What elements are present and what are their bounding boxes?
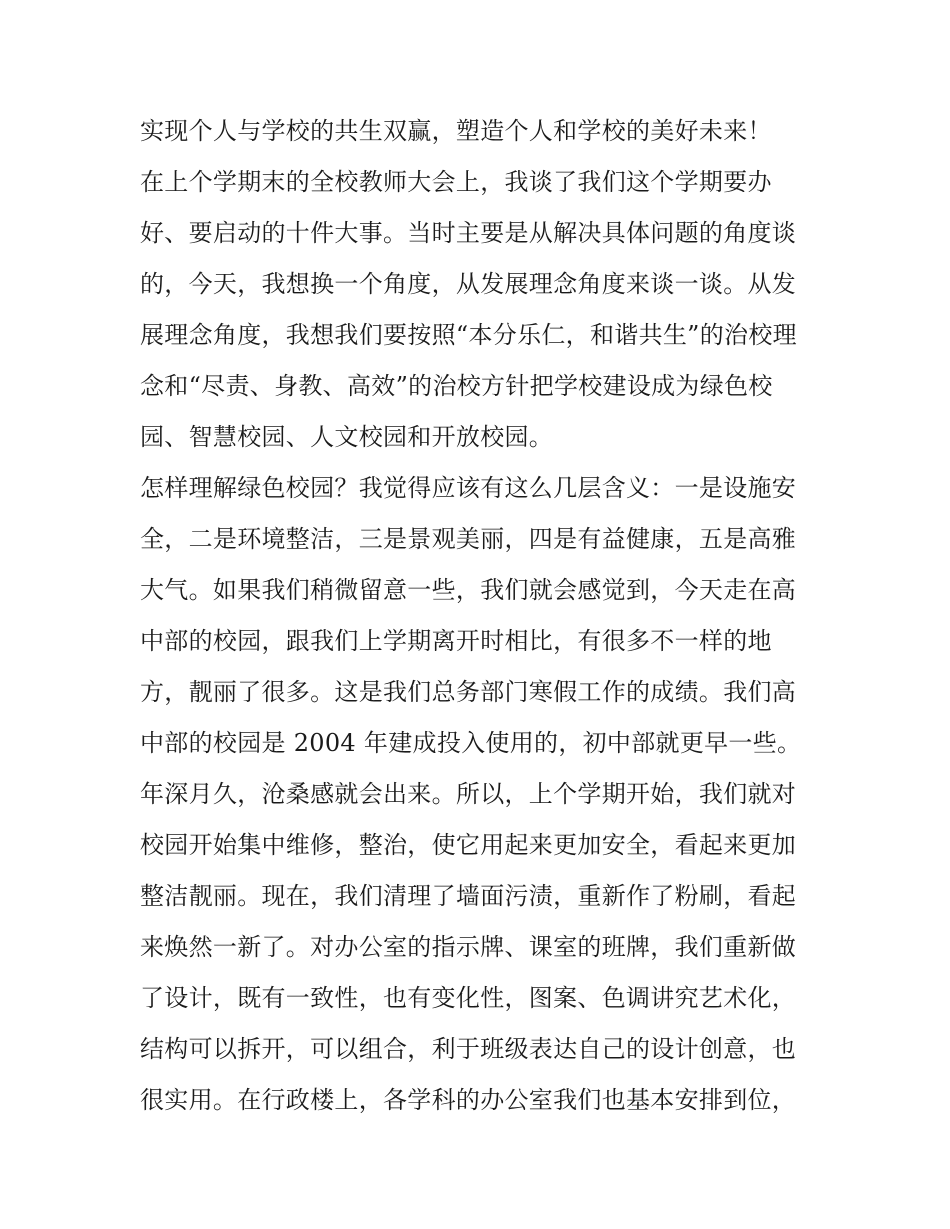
text-line: 中部的校园，跟我们上学期离开时相比，有很多不一样的地 (140, 627, 772, 655)
text-line: 很实用。在行政楼上，各学科的办公室我们也基本安排到位， (140, 1086, 797, 1114)
text-line: 整洁靓丽。现在，我们清理了墙面污渍，重新作了粉刷，看起 (140, 882, 797, 910)
text-line: 在上个学期末的全校教师大会上，我谈了我们这个学期要办 (140, 168, 772, 196)
text-line: 方，靓丽了很多。这是我们总务部门寒假工作的成绩。我们高 (140, 678, 797, 706)
text-line: 年深月久，沧桑感就会出来。所以，上个学期开始，我们就对 (140, 780, 797, 808)
text-line: 怎样理解绿色校园？我觉得应该有这么几层含义：一是设施安 (140, 474, 797, 502)
text-line: 的，今天，我想换一个角度，从发展理念角度来谈一谈。从发 (140, 270, 797, 298)
text-line: 结构可以拆开，可以组合，利于班级表达自己的设计创意，也 (140, 1035, 797, 1063)
text-line: 展理念角度，我想我们要按照“本分乐仁，和谐共生”的治校理 (140, 321, 797, 349)
text-line: 来焕然一新了。对办公室的指示牌、课室的班牌，我们重新做 (140, 933, 797, 961)
text-line: 实现个人与学校的共生双赢，塑造个人和学校的美好未来！ (140, 117, 772, 145)
text-line: 了设计，既有一致性，也有变化性，图案、色调讲究艺术化， (140, 984, 797, 1012)
document-body (140, 106, 820, 1126)
text-line: 全，二是环境整洁，三是景观美丽，四是有益健康，五是高雅 (140, 525, 797, 553)
text-line: 大气。如果我们稍微留意一些，我们就会感觉到，今天走在高 (140, 576, 797, 604)
text-line: 校园开始集中维修，整治，使它用起来更加安全，看起来更加 (140, 831, 797, 859)
text-line: 园、智慧校园、人文校园和开放校园。 (140, 423, 554, 451)
text-line: 念和“尽责、身教、高效”的治校方针把学校建设成为绿色校 (140, 372, 773, 400)
text-line: 好、要启动的十件大事。当时主要是从解决具体问题的角度谈 (140, 219, 797, 247)
text-line: 中部的校园是 2004 年建成投入使用的，初中部就更早一些。 (140, 729, 802, 757)
